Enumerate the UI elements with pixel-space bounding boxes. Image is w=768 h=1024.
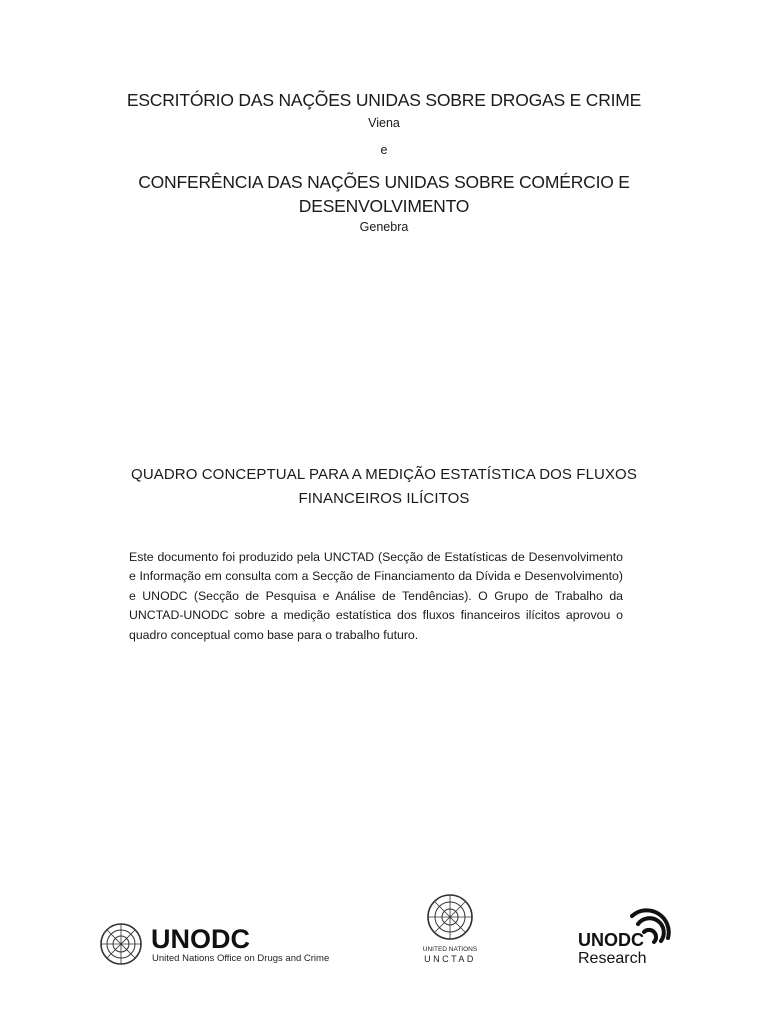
- un-emblem-icon: [101, 924, 141, 964]
- org-unctad-title-line1: CONFERÊNCIA DAS NAÇÕES UNIDAS SOBRE COMÉRCIO E: [138, 172, 630, 192]
- unodc-logo: [97, 922, 347, 968]
- document-description: Este documento foi produzido pela UNCTAD (Secção de Estatísticas de Desenvolvimento e Informação em consulta com a Secção de Financiamento da Dívida e Desenvolvimento) e UNODC (Secção de Pesquisa e Análise de Tendências). O Grupo de Trabalho da UNCTAD-UNODC sobre a medição estatística dos fluxos financeiros ilícitos aprovou o quadro conceptual como base para o trabalho futuro.: [129, 550, 623, 642]
- unodc-research-logo: [576, 908, 680, 968]
- document-title-line2: FINANCEIROS ILÍCITOS: [298, 490, 470, 507]
- research-wordmark-line2: Research: [578, 950, 647, 967]
- location-vienna: Viena: [368, 116, 400, 130]
- org-unodc-title: ESCRITÓRIO DAS NAÇÕES UNIDAS SOBRE DROGAS E CRIME: [126, 90, 642, 110]
- location-geneva: Genebra: [359, 220, 409, 234]
- research-wordmark-line1: UNODC: [578, 930, 644, 950]
- document-title-line1: QUADRO CONCEPTUAL PARA A MEDIÇÃO ESTATÍSTICA DOS FLUXOS: [131, 466, 637, 483]
- org-unctad-title-line2: DESENVOLVIMENTO: [298, 196, 470, 216]
- conjunction: e: [380, 143, 388, 157]
- unctad-caption: UNITED NATIONS: [422, 946, 478, 953]
- unodc-subtitle: United Nations Office on Drugs and Crime: [152, 953, 330, 964]
- unctad-logo: [414, 893, 486, 968]
- un-emblem-icon: [428, 895, 472, 939]
- unctad-wordmark: UNCTAD: [424, 954, 476, 964]
- unodc-wordmark: UNODC: [151, 924, 250, 954]
